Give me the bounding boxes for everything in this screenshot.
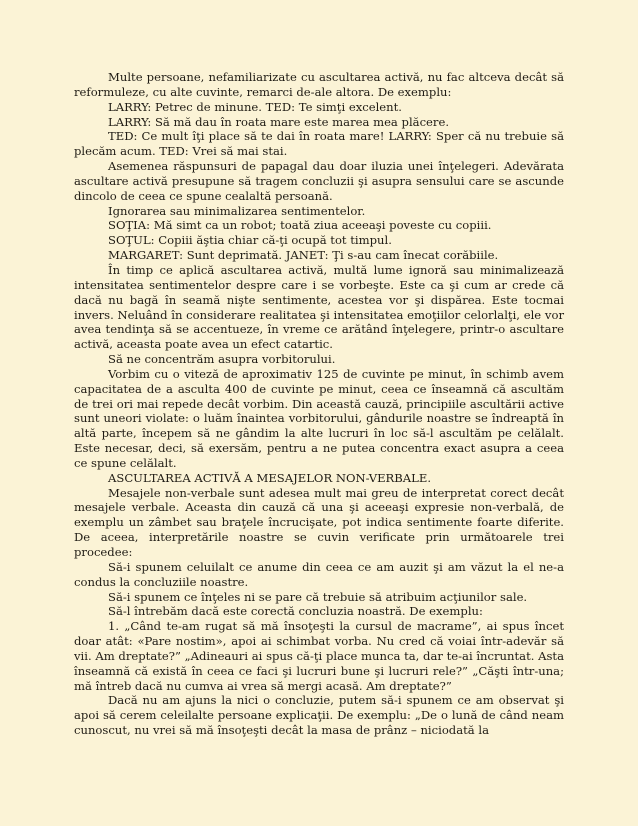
paragraph: Asemenea răspunsuri de papagal dau doar iluzia unei înţelegeri. Adevărata ascultare activă presupune să tragem concluzii şi asupra sensului care se ascunde dincolo de ceea ce spune cealaltă persoană. [74, 159, 564, 203]
paragraph: LARRY: Să mă dau în roata mare este marea mea plăcere. [108, 114, 450, 129]
paragraph: Vorbim cu o viteză de aproximativ 125 de cuvinte pe minut, în schimb avem capacitatea de a asculta 400 de cuvinte pe minut, ceea ce înseamnă că ascultăm de trei ori mai repede decât vorbim. Din această cauză, principiile ascultării active sunt uneori violate: o luăm înaintea vorbitorului, gândurile noastre se îndreaptă în altă parte, începem să ne gândim la alte lucruri în loc să-l ascultăm pe celălalt. Este necesar, deci, să exersăm, pentru a ne putea concentra exact asupra a ceea ce spune celălalt. [74, 366, 564, 470]
paragraph: Dacă nu am ajuns la nici o concluzie, putem să-i spunem ce am observat şi apoi să cerem celeilalte persoane explicaţii. De exemplu: „De o lună de când neam cunoscut, nu vrei să mă însoţeşti decât la masa de prânz – niciodată la [74, 693, 564, 738]
paragraph: În timp ce aplică ascultarea activă, multă lume ignoră sau minimalizează intensitatea sentimentelor despre care i se vorbeşte. Este ca şi cum ar crede că dacă nu bagă în seamă nişte sentimente, acestea vor şi dispărea. Este tocmai invers. Neluând în considerare realitatea şi intensitatea emoţiilor celorlalţi, ele vor avea tendinţa să se accentueze, în vreme ce arătând înţelegere, printr-o ascultare activă, aceasta poate avea un efect catartic. [74, 262, 564, 352]
paragraph: SOŢUL: Copiii ăştia chiar că-ţi ocupă tot timpul. [108, 233, 392, 248]
paragraph: Multe persoane, nefamiliarizate cu ascultarea activă, nu fac altceva decât să reformuleze, cu alte cuvinte, remarci de-ale altora. De exemplu: [74, 70, 564, 99]
paragraph: Să-i spunem ce înţeles ni se pare că trebuie să atribuim acţiunilor sale. [108, 589, 528, 604]
paragraph: TED: Ce mult îţi place să te dai în roata mare! LARRY: Sper că nu trebuie să plecăm acum. TED: Vrei să mai stai. [74, 129, 564, 159]
paragraph: SOŢIA: Mă simt ca un robot; toată ziua aceeaşi poveste cu copiii. [108, 218, 492, 233]
body-text [74, 70, 564, 738]
paragraph: 1. „Când te-am rugat să mă însoţeşti la cursul de macrame”, ai spus încet doar atât: «Pare nostim», apoi ai schimbat vorba. Nu cred că voiai într-adevăr să vii. Am dreptate?” „Adineauri ai spus că-ţi place munca ta, dar te-ai încruntat. Asta înseamnă că există în ceea ce faci şi lucruri bune şi lucruri rele?” „Căşti într-una; mă întreb dacă nu cumva ai vrea să mergi acasă. Am dreptate?” [74, 619, 564, 693]
paragraph: Să-i spunem celuilalt ce anume din ceea ce am auzit şi am văzut la el ne-a condus la concluziile noastre. [74, 559, 564, 589]
paragraph: MARGARET: Sunt deprimată. JANET: Ţi s-au cam înecat corăbiile. [108, 248, 499, 263]
section-heading: Să ne concentrăm asupra vorbitorului. [108, 352, 336, 367]
paragraph: Să-l întrebăm dacă este corectă concluzia noastră. De exemplu: [108, 604, 483, 619]
paragraph: Mesajele non-verbale sunt adesea mult mai greu de interpretat corect decât mesajele verbale. Aceasta din cauză că una şi aceeaşi expresie non-verbală, de exemplu un zâmbet sau braţele încrucişate, pot indica sentimente foarte diferite. De aceea, interpretările noastre se cuvin verificate prin următoarele trei procedee: [74, 485, 564, 559]
paragraph: LARRY: Petrec de minune. TED: Te simţi excelent. [108, 99, 402, 114]
section-heading: Ignorarea sau minimalizarea sentimentelor. [108, 203, 366, 218]
section-heading: ASCULTAREA ACTIVĂ A MESAJELOR NON-VERBALE. [108, 470, 432, 485]
